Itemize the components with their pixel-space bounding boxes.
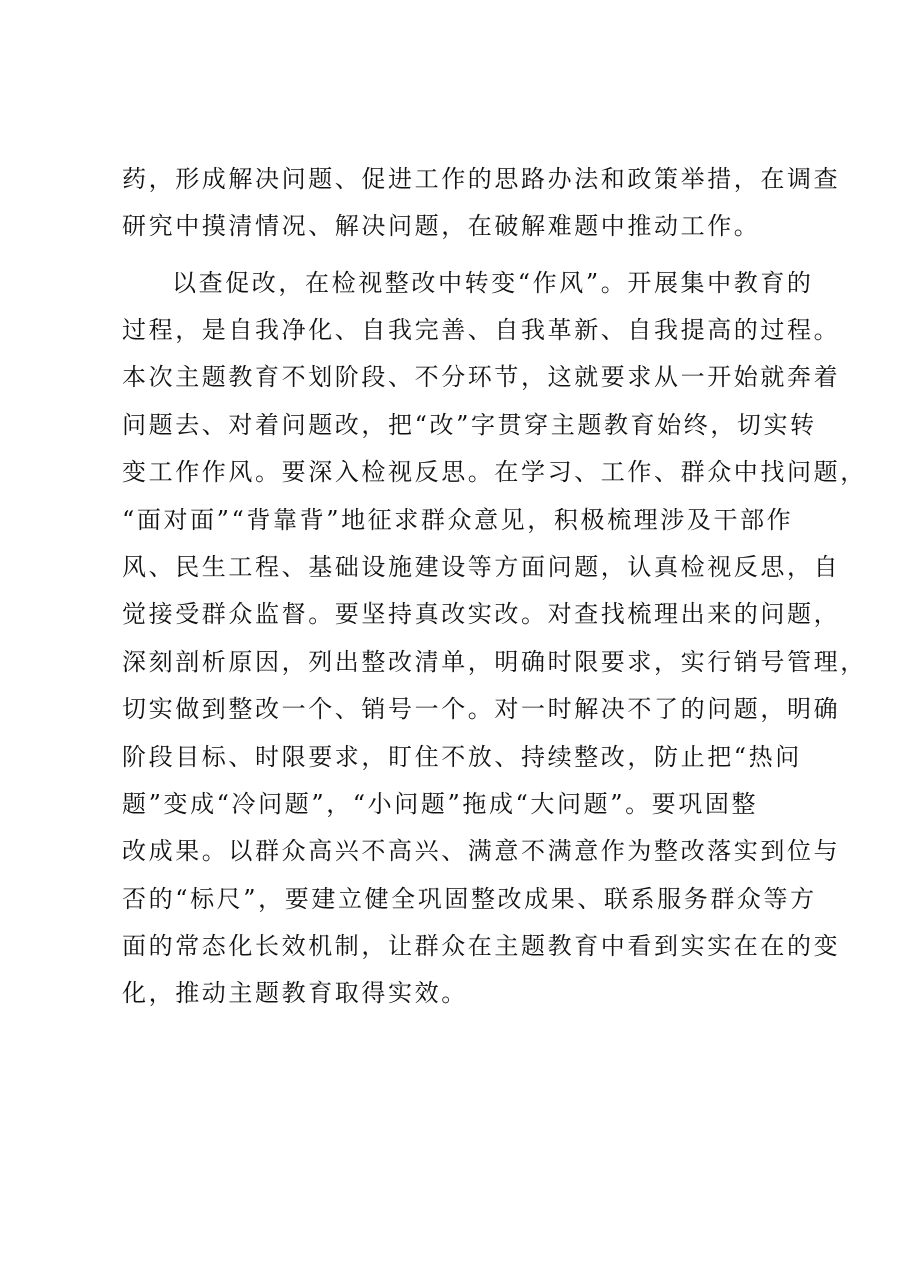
paragraph-line: 化，推动主题教育取得实效。	[122, 979, 468, 1007]
paragraph-line: 研究中摸清情况、解决问题，在破解难题中推动工作。	[122, 212, 761, 240]
paragraph-line: 过程，是自我净化、自我完善、自我革新、自我提高的过程。	[122, 316, 841, 344]
paragraph-line: 药，形成解决问题、促进工作的思路办法和政策举措，在调查	[122, 165, 841, 193]
paragraph-line: 觉接受群众监督。要坚持真改实改。对查找梳理出来的问题，	[122, 600, 841, 628]
paragraph-line: 面的常态化长效机制，让群众在主题教育中看到实实在在的变	[122, 932, 841, 960]
paragraph-line: 否的“标尺”，要建立健全巩固整改成果、联系服务群众等方	[122, 885, 817, 913]
paragraph-line: 题”变成“冷问题”，“小问题”拖成“大问题”。要巩固整	[122, 790, 759, 818]
paragraph-line: 风、民生工程、基础设施建设等方面问题，认真检视反思，自	[122, 553, 841, 581]
paragraph-line: 阶段目标、时限要求，盯住不放、持续整改，防止把“热问	[122, 743, 802, 771]
paragraph-line: 改成果。以群众高兴不高兴、满意不满意作为整改落实到位与	[122, 837, 841, 865]
paragraph-first-line: 以查促改，在检视整改中转变“作风”。开展集中教育的	[172, 269, 814, 297]
paragraph-line: 深刻剖析原因，列出整改清单，明确时限要求，实行销号管理，	[122, 648, 867, 676]
paragraph-line: 问题去、对着问题改，把“改”字贯穿主题教育始终，切实转	[122, 411, 817, 439]
paragraph-line: 本次主题教育不划阶段、不分环节，这就要求从一开始就奔着	[122, 363, 841, 391]
paragraph-line: “面对面”“背靠背”地征求群众意见，积极梳理涉及干部作	[122, 506, 794, 534]
paragraph-line: 切实做到整改一个、销号一个。对一时解决不了的问题，明确	[122, 695, 841, 723]
paragraph-line: 变工作作风。要深入检视反思。在学习、工作、群众中找问题，	[122, 458, 867, 486]
